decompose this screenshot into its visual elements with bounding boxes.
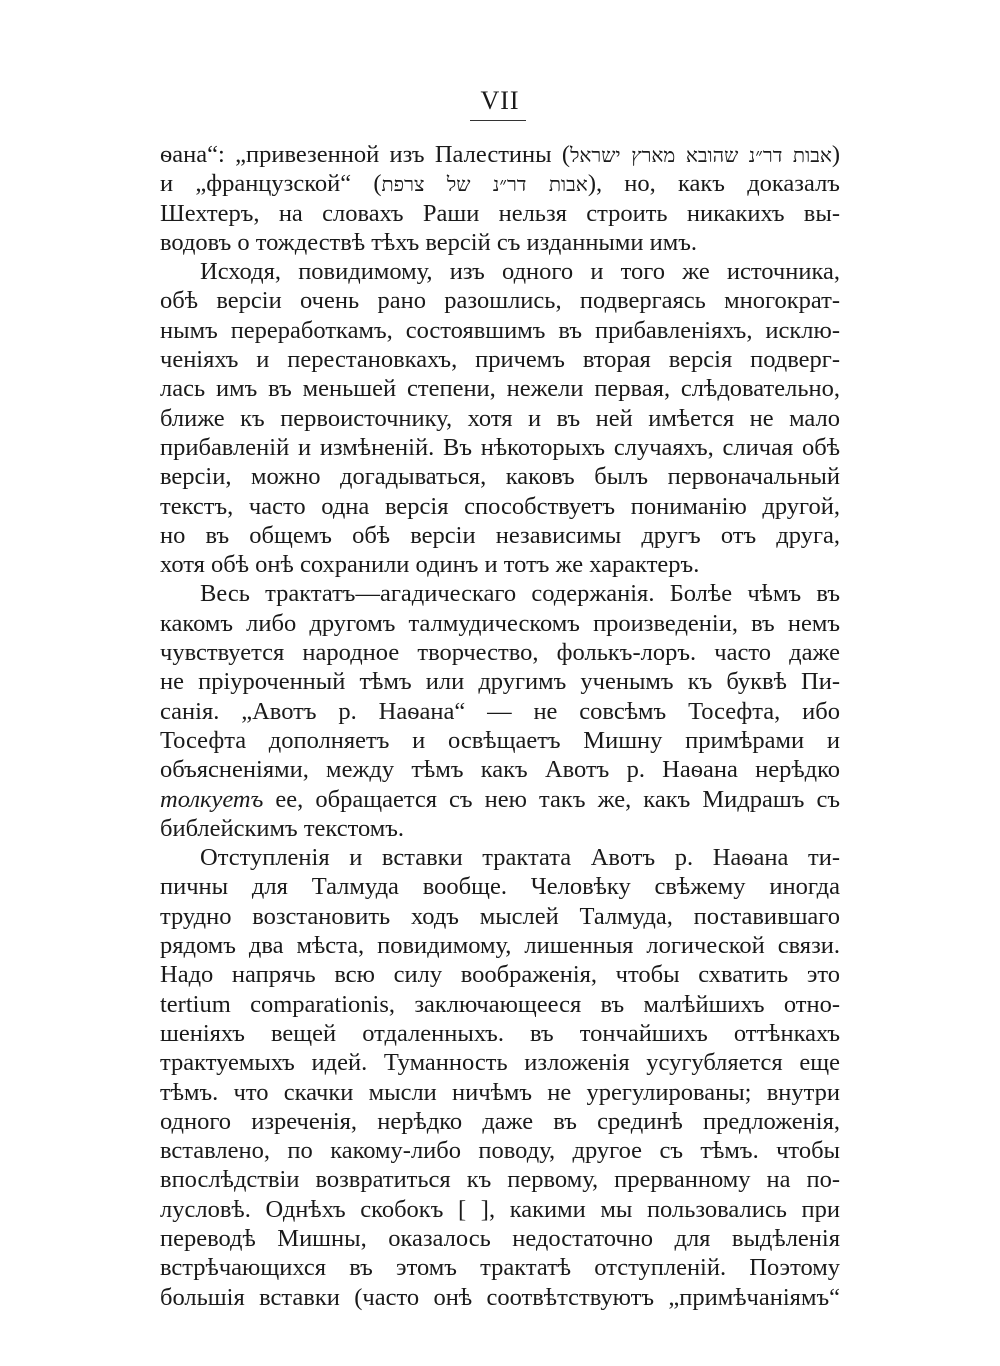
text-line: хотя обѣ онѣ сохранили одинъ и тотъ же характеръ. — [160, 551, 700, 579]
text-line: лусловѣ. Однѣхъ скобокъ [ ], какими мы пользовались при — [160, 1195, 840, 1223]
text-line: впослѣдствіи возвратиться къ первому, прерванному на по- — [160, 1166, 840, 1194]
text-line: прибавленій и измѣненій. Въ нѣкоторыхъ случаяхъ, сличая обѣ — [160, 433, 840, 461]
text-line: одного изреченія, нерѣдко даже въ срединѣ предложенія, — [160, 1107, 840, 1135]
hebrew-title: אבות דר״נ שהובא מארץ ישראל — [570, 143, 832, 167]
text-line: чувствуется народное творчество, фолькъ-лоръ. часто даже — [160, 639, 840, 667]
text-line: рядомъ два мѣста, повидимому, лишенныя логической связи. — [160, 932, 840, 960]
text-line: текстъ, часто одна версія способствуетъ пониманію другой, — [160, 492, 840, 520]
text-line: шеніяхъ вещей отдаленныхъ. въ тончайшихъ оттѣнкахъ — [160, 1019, 840, 1047]
text-line: обѣ версіи очень рано разошлись, подвергаясь многократ- — [160, 287, 840, 315]
text-line: объясненіями, между тѣмъ какъ Авотъ р. Наѳана нерѣдко — [160, 756, 840, 784]
text-line: ѳана“: „привезенной изъ Палестины (אבות דר״נ שהובא מארץ ישראל) — [160, 141, 840, 168]
text-line: водовъ о тождествѣ тѣхъ версій съ изданными имъ. — [160, 228, 698, 256]
text-line: Отступленія и вставки трактата Авотъ р. Наѳана ти- — [200, 844, 840, 872]
text-line: версіи, можно догадываться, каковъ былъ первоначальный — [160, 463, 840, 491]
text-line: пичны для Талмуда вообще. Человѣку свѣжему иногда — [160, 873, 840, 901]
text-line: переводѣ Мишны, оказалось недостаточно для выдѣленія — [160, 1224, 840, 1252]
text-line: Весь трактатъ—агадическаго содержанія. Болѣе чѣмъ въ — [200, 580, 840, 608]
text-line: но въ общемъ обѣ версіи независимы другъ отъ друга, — [160, 521, 840, 549]
text-line: тѣмъ. что скачки мысли ничѣмъ не урегулированы; внутри — [160, 1078, 840, 1106]
emphasized-word: толкуетъ — [160, 785, 264, 813]
text-line: Шехтеръ, на словахъ Раши нельзя строить никакихъ вы- — [160, 199, 840, 227]
text-line: Надо напрячь всю силу воображенія, чтобы схватить это — [160, 961, 840, 989]
page-number: VII — [480, 86, 520, 115]
text-line: ближе къ первоисточнику, хотя и въ ней имѣется не мало — [160, 404, 840, 432]
text-line: какомъ либо другомъ талмудическомъ произведеніи, въ немъ — [160, 609, 840, 637]
text-line: трактуемыхъ идей. Туманность изложенія усугубляется еще — [160, 1049, 840, 1077]
text-line: трудно возстановить ходъ мыслей Талмуда, поставившаго — [160, 902, 840, 930]
text-line: Исходя, повидимому, изъ одного и того же источника, — [200, 258, 840, 286]
text-line: и „французской“ (אבות דר״נ של צרפת), но, какъ доказалъ — [160, 170, 840, 198]
text-line: нымъ переработкамъ, состоявшимъ въ прибавленіяхъ, исклю- — [160, 316, 840, 344]
text-line: встрѣчающихся въ этомъ трактатѣ отступленій. Поэтому — [160, 1254, 840, 1282]
body-text — [160, 140, 840, 1312]
text-line: ченіяхъ и перестановкахъ, причемъ вторая версія подверг- — [160, 346, 840, 374]
text-line: лась имъ въ меньшей степени, нежели первая, слѣдовательно, — [160, 375, 840, 403]
text-line: tertium comparationis, заключающееся въ малѣйшихъ отно- — [160, 990, 840, 1018]
text-line: большія вставки (часто онѣ соотвѣтствуютъ „примѣчаніямъ“ — [160, 1283, 840, 1311]
text-line: не пріуроченный тѣмъ или другимъ ученымъ къ буквѣ Пи- — [160, 668, 840, 696]
text-line: вставлено, по какому-либо поводу, другое съ тѣмъ. чтобы — [160, 1137, 840, 1165]
text-line: библейскимъ текстомъ. — [160, 814, 405, 842]
page-number-rule — [470, 120, 526, 121]
hebrew-title: אבות דר״נ של צרפת — [381, 172, 588, 197]
text-line: толкуетъ ее, обращается съ нею такъ же, какъ Мидрашъ съ — [160, 785, 840, 813]
text-line: санія. „Авотъ р. Наѳана“ — не совсѣмъ Тосефта, ибо — [160, 697, 840, 725]
text-line: Тосефта дополняетъ и освѣщаетъ Мишну примѣрами и — [160, 726, 840, 754]
